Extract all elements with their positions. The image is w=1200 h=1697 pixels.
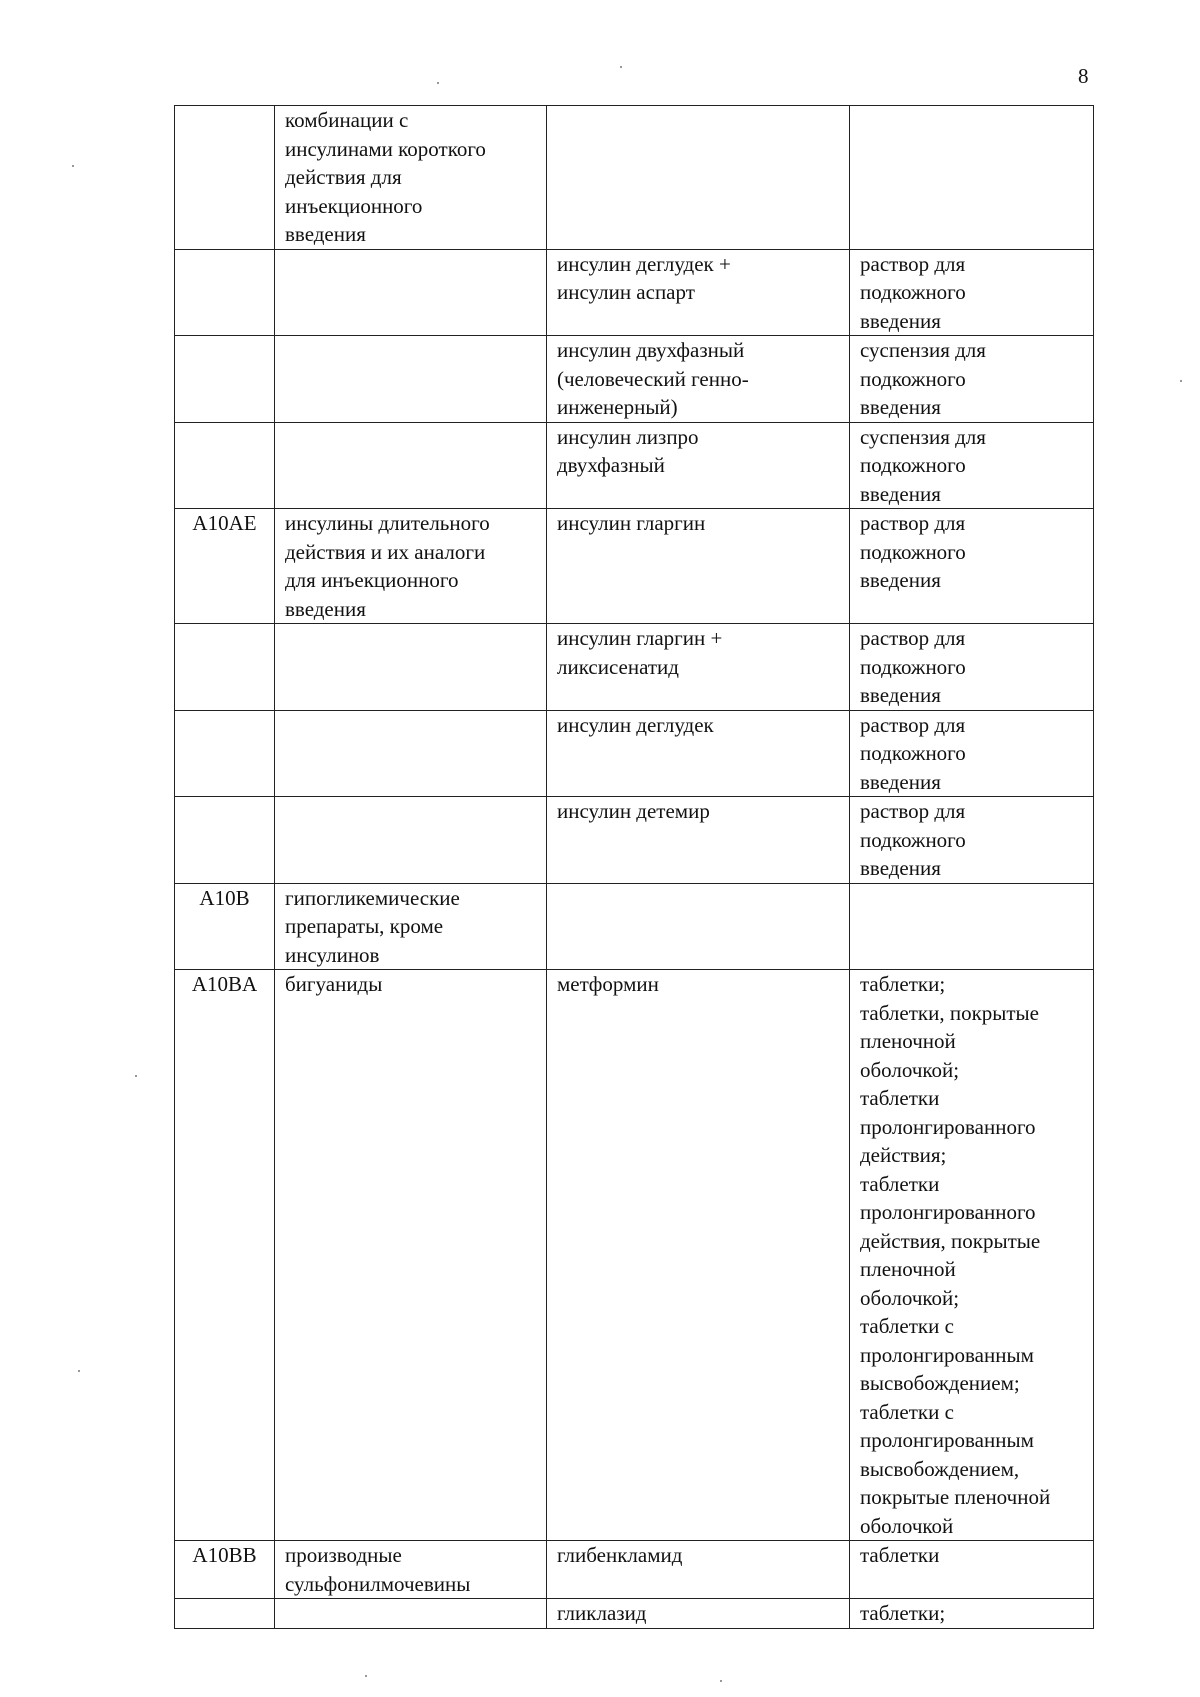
dosage-form-cell xyxy=(850,970,1094,1541)
drug-name-cell xyxy=(547,249,850,336)
cell-text-line: введения xyxy=(285,596,366,621)
cell-text-line: гипогликемические xyxy=(285,885,460,910)
atc-code-cell xyxy=(175,883,275,970)
dosage-form-cell xyxy=(850,1599,1094,1629)
cell-text-line: введения xyxy=(860,856,941,880)
atc-code-cell xyxy=(175,624,275,711)
drug-name-cell xyxy=(547,336,850,423)
table-row xyxy=(175,797,1094,884)
table-row xyxy=(175,422,1094,509)
cell-text-line: комбинации с xyxy=(285,108,409,132)
atc-code-cell xyxy=(175,1541,275,1599)
atc-code-cell xyxy=(175,970,275,1541)
table-row xyxy=(175,509,1094,624)
cell-text-line: действия и их аналоги xyxy=(285,539,486,564)
cell-text-line: суспензия для xyxy=(860,338,986,362)
cell-text-line: оболочкой; xyxy=(860,1285,960,1310)
cell-text-line: A10B xyxy=(199,885,250,910)
pharmacological-group-cell xyxy=(275,249,547,336)
cell-text-line: пролонгированным xyxy=(860,1342,1034,1367)
cell-text-line: оболочкой xyxy=(860,1513,954,1538)
cell-text-line: введения xyxy=(285,222,366,246)
dosage-form-cell xyxy=(850,710,1094,797)
dosage-form-cell xyxy=(850,106,1094,250)
atc-code-cell xyxy=(175,797,275,884)
drug-name-cell xyxy=(547,422,850,509)
cell-text-line: таблетки с xyxy=(860,1314,954,1338)
cell-text-line: инсулин гларгин + xyxy=(557,626,723,650)
dosage-form-cell xyxy=(850,883,1094,970)
drug-name-cell xyxy=(547,1541,850,1599)
table-body xyxy=(175,106,1094,1629)
table-row xyxy=(175,710,1094,797)
cell-text-line: подкожного xyxy=(860,654,966,679)
atc-code-cell xyxy=(175,422,275,509)
cell-text-line: высвобождением; xyxy=(860,1371,1020,1395)
cell-text-line: пролонгированного xyxy=(860,1114,1036,1139)
atc-code-cell xyxy=(175,249,275,336)
table-row xyxy=(175,624,1094,711)
cell-text-line: суспензия для xyxy=(860,424,986,449)
cell-text-line: пролонгированного xyxy=(860,1200,1036,1224)
cell-text-line: инсулины длительного xyxy=(285,511,490,535)
scan-speck xyxy=(135,1075,137,1077)
drug-name-cell xyxy=(547,1599,850,1629)
cell-text-line: инсулин аспарт xyxy=(557,280,695,304)
cell-text-line: введения xyxy=(860,568,941,592)
cell-text-line: гликлазид xyxy=(557,1601,647,1625)
cell-text-line: инсулин деглудек + xyxy=(557,251,731,276)
scan-speck xyxy=(720,1680,722,1682)
pharmacological-group-cell xyxy=(275,970,547,1541)
cell-text-line: для инъекционного xyxy=(285,568,459,592)
pharmacological-group-cell xyxy=(275,1541,547,1599)
cell-text-line: A10BA xyxy=(191,972,258,996)
cell-text-line: действия, покрытые xyxy=(860,1228,1041,1253)
scan-speck xyxy=(620,66,622,68)
atc-code-cell xyxy=(175,106,275,250)
table-row xyxy=(175,249,1094,336)
cell-text-line: подкожного xyxy=(860,827,966,852)
cell-text-line: высвобождением, xyxy=(860,1456,1020,1481)
cell-text-line: раствор для xyxy=(860,626,966,650)
dosage-form-cell xyxy=(850,509,1094,624)
cell-text-line: инъекционного xyxy=(285,193,423,218)
cell-text-line: A10AE xyxy=(192,511,257,535)
dosage-form-cell xyxy=(850,422,1094,509)
dosage-form-cell xyxy=(850,624,1094,711)
dosage-form-cell xyxy=(850,1541,1094,1599)
cell-text-line: таблетки xyxy=(860,1543,940,1567)
table-row xyxy=(175,336,1094,423)
scan-speck xyxy=(365,1675,367,1677)
cell-text-line: раствор для xyxy=(860,251,966,276)
pharmacological-group-cell xyxy=(275,336,547,423)
cell-text-line: двухфазный xyxy=(557,453,665,477)
table-row xyxy=(175,106,1094,250)
pharmacological-group-cell xyxy=(275,509,547,624)
atc-code-cell xyxy=(175,336,275,423)
atc-code-cell xyxy=(175,509,275,624)
cell-text-line: пролонгированным xyxy=(860,1428,1034,1452)
cell-text-line: производные xyxy=(285,1543,402,1567)
cell-text-line: таблетки xyxy=(860,1171,940,1196)
cell-text-line: действия; xyxy=(860,1143,947,1167)
cell-text-line: раствор для xyxy=(860,799,966,823)
cell-text-line: введения xyxy=(860,395,941,419)
cell-text-line: таблетки; xyxy=(860,1601,946,1625)
pharmacological-group-cell xyxy=(275,1599,547,1629)
drug-name-cell xyxy=(547,710,850,797)
cell-text-line: подкожного xyxy=(860,366,966,391)
cell-text-line: инсулин детемир xyxy=(557,799,710,823)
cell-text-line: раствор для xyxy=(860,712,966,737)
cell-text-line: пленочной xyxy=(860,1257,956,1281)
cell-text-line: оболочкой; xyxy=(860,1057,960,1082)
cell-text-line: введения xyxy=(860,769,941,794)
cell-text-line: инсулин лизпро xyxy=(557,424,699,449)
cell-text-line: подкожного xyxy=(860,280,966,304)
drug-name-cell xyxy=(547,883,850,970)
cell-text-line: введения xyxy=(860,481,941,506)
scan-speck xyxy=(1180,380,1182,382)
pharmacological-group-cell xyxy=(275,797,547,884)
cell-text-line: сульфонилмочевины xyxy=(285,1571,471,1596)
pharmacological-group-cell xyxy=(275,624,547,711)
dosage-form-cell xyxy=(850,797,1094,884)
cell-text-line: подкожного xyxy=(860,453,966,477)
table-row xyxy=(175,970,1094,1541)
scan-speck xyxy=(78,1370,80,1372)
cell-text-line: A10BB xyxy=(192,1543,257,1567)
atc-code-cell xyxy=(175,710,275,797)
atc-code-cell xyxy=(175,1599,275,1629)
cell-text-line: действия для xyxy=(285,165,402,189)
cell-text-line: метформин xyxy=(557,972,659,996)
pharmacological-group-cell xyxy=(275,883,547,970)
cell-text-line: раствор для xyxy=(860,511,966,535)
cell-text-line: инсулинами короткого xyxy=(285,136,486,161)
drug-classification-table xyxy=(174,105,1094,1629)
cell-text-line: подкожного xyxy=(860,741,966,765)
cell-text-line: (человеческий генно- xyxy=(557,366,749,391)
cell-text-line: покрытые пленочной xyxy=(860,1485,1051,1509)
cell-text-line: глибенкламид xyxy=(557,1543,683,1567)
cell-text-line: таблетки; xyxy=(860,972,946,996)
cell-text-line: введения xyxy=(860,683,941,707)
cell-text-line: таблетки, покрытые xyxy=(860,1000,1039,1025)
cell-text-line: бигуаниды xyxy=(285,972,383,996)
cell-text-line: подкожного xyxy=(860,539,966,564)
drug-name-cell xyxy=(547,624,850,711)
cell-text-line: инсулин гларгин xyxy=(557,511,706,535)
table-row xyxy=(175,1599,1094,1629)
page-number: 8 xyxy=(1078,64,1089,88)
cell-text-line: введения xyxy=(860,308,941,333)
pharmacological-group-cell xyxy=(275,422,547,509)
cell-text-line: инсулин двухфазный xyxy=(557,338,745,362)
cell-text-line: таблетки xyxy=(860,1086,940,1110)
drug-name-cell xyxy=(547,970,850,1541)
pharmacological-group-cell xyxy=(275,710,547,797)
scan-speck xyxy=(437,82,439,84)
cell-text-line: инженерный) xyxy=(557,395,678,419)
dosage-form-cell xyxy=(850,249,1094,336)
table-row xyxy=(175,883,1094,970)
cell-text-line: инсулинов xyxy=(285,942,380,967)
drug-name-cell xyxy=(547,509,850,624)
cell-text-line: пленочной xyxy=(860,1029,956,1053)
cell-text-line: инсулин деглудек xyxy=(557,712,714,737)
drug-name-cell xyxy=(547,106,850,250)
pharmacological-group-cell xyxy=(275,106,547,250)
cell-text-line: препараты, кроме xyxy=(285,914,444,938)
scan-speck xyxy=(72,165,74,167)
drug-name-cell xyxy=(547,797,850,884)
table-row xyxy=(175,1541,1094,1599)
cell-text-line: таблетки с xyxy=(860,1399,954,1424)
cell-text-line: ликсисенатид xyxy=(557,654,679,679)
dosage-form-cell xyxy=(850,336,1094,423)
